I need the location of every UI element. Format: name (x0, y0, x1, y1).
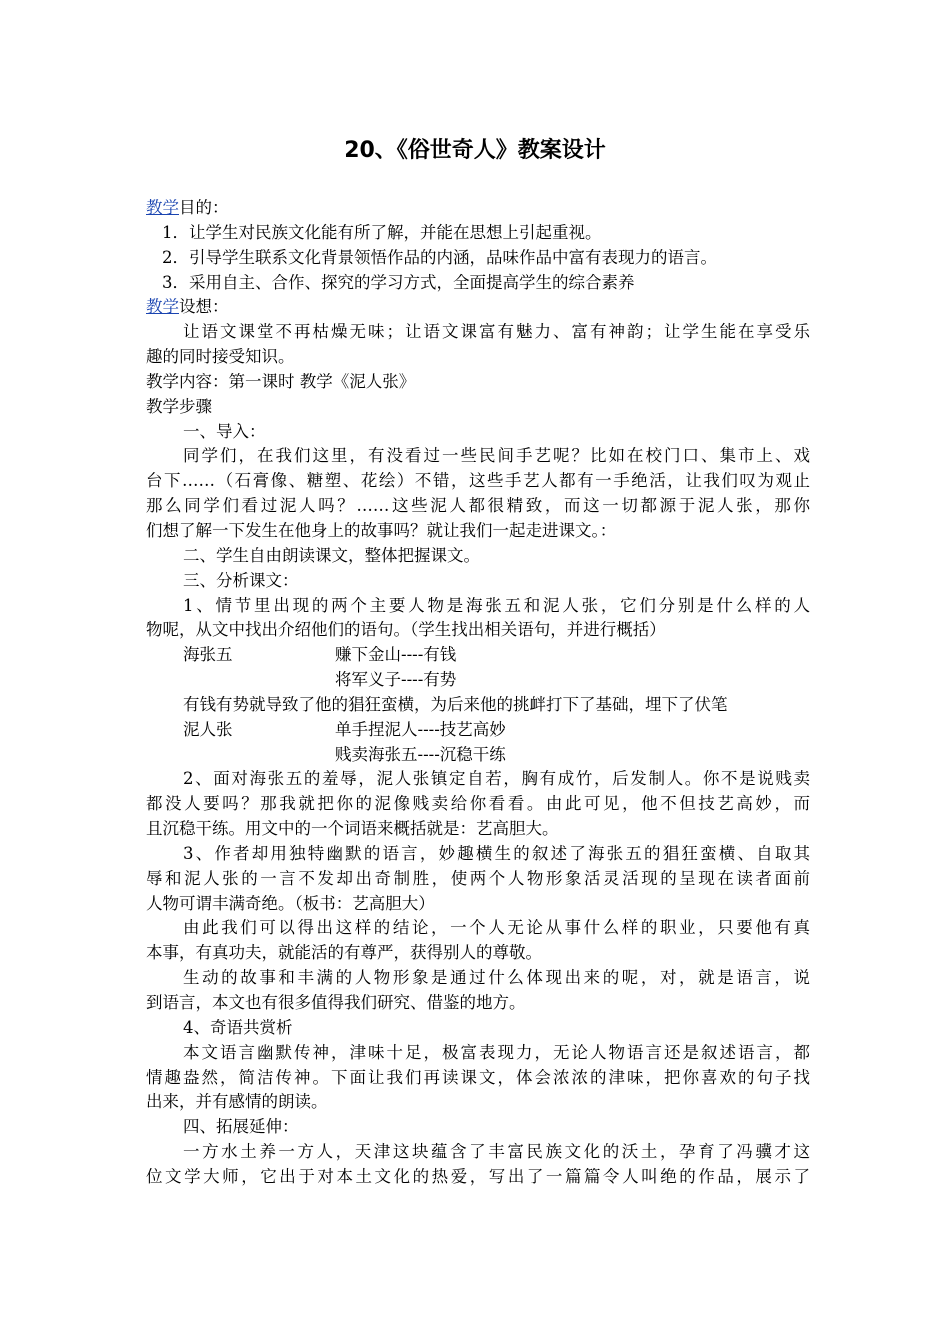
paragraph-line: 辱和泥人张的一言不发却出奇制胜，使两个人物形象活灵活现的呈现在读者面前 (146, 868, 810, 888)
paragraph-line: 物呢，从文中找出介绍他们的语句。（学生找出相关语句，并进行概括） (146, 620, 666, 640)
goals-heading-suffix: 目的： (179, 198, 229, 217)
character-row (146, 743, 810, 768)
character-trait: 将军义子----有势 (335, 670, 457, 690)
goal-item: 3．采用自主、合作、探究的学习方式，全面提高学生的综合素养 (162, 272, 635, 292)
section-heading: 4、奇语共赏析 (183, 1017, 293, 1037)
paragraph-line: 让语文课堂不再枯燥无味；让语文课富有魅力、富有神韵；让学生能在享受乐 (183, 322, 810, 342)
goal-item: 1．让学生对民族文化能有所了解，并能在思想上引起重视。 (162, 222, 602, 242)
paragraph-line: 情趣盎然，简洁传神。下面让我们再读课文，体会浓浓的津味，把你喜欢的句子找 (146, 1067, 810, 1087)
character-row (146, 718, 810, 743)
paragraph-line: 那么同学们看过泥人吗？……这些泥人都很精致，而这一切都源于泥人张，那你 (146, 496, 810, 516)
paragraph-line: 位文学大师，它出于对本土文化的热爱，写出了一篇篇令人叫绝的作品，展示了 (146, 1166, 810, 1186)
character-name: 海张五 (183, 645, 233, 665)
goals-heading (146, 196, 810, 221)
paragraph-line: 一方水土养一方人，天津这块蕴含了丰富民族文化的沃土，孕育了冯骥才这 (183, 1142, 810, 1162)
character-row (146, 668, 810, 693)
goal-item: 2．引导学生联系文化背景领悟作品的内涵，品味作品中富有表现力的语言。 (162, 247, 717, 267)
idea-heading-suffix: 设想： (179, 297, 229, 317)
content-line: 教学内容：第一课时 教学《泥人张》 (146, 371, 416, 391)
paragraph-line: 都没人要吗？那我就把你的泥像贱卖给你看看。由此可见，他不但技艺高妙，而 (146, 794, 810, 814)
character-trait: 单手捏泥人----技艺高妙 (335, 719, 506, 739)
paragraph-line: 到语言，本文也有很多值得我们研究、借鉴的地方。 (146, 993, 526, 1012)
paragraph-line: 有钱有势就导致了他的猖狂蛮横，为后来他的挑衅打下了基础，埋下了伏笔 (183, 694, 728, 714)
character-trait: 贱卖海张五----沉稳干练 (335, 744, 506, 764)
character-name: 泥人张 (183, 719, 233, 739)
paragraph-line: 由此我们可以得出这样的结论，一个人无论从事什么样的职业，只要他有真 (183, 918, 810, 938)
section-heading: 一、导入： (183, 421, 266, 441)
paragraph-line: 趣的同时接受知识。 (146, 347, 295, 367)
section-heading: 三、分析课文： (183, 570, 299, 590)
paragraph-line: 出来，并有感情的朗读。 (146, 1092, 328, 1112)
teaching-link[interactable]: 教学 (146, 297, 179, 317)
paragraph-line: 且沉稳干练。用文中的一个词语来概括就是：艺高胆大。 (146, 819, 559, 839)
paragraph-line: 人物可谓丰满奇绝。（板书：艺高胆大） (146, 893, 435, 913)
page-title: 20、《俗世奇人》教案设计 (344, 138, 606, 163)
paragraph-line: 1、情节里出现的两个主要人物是海张五和泥人张，它们分别是什么样的人 (183, 595, 810, 615)
idea-heading (146, 295, 810, 320)
section-heading: 四、拓展延伸： (183, 1117, 299, 1137)
paragraph-line: 本事，有真功夫，就能活的有尊严，获得别人的尊敬。 (146, 943, 542, 963)
paragraph-line: 2、面对海张五的羞辱，泥人张镇定自若，胸有成竹，后发制人。你不是说贱卖 (183, 769, 810, 789)
paragraph-line: 台下……（石膏像、糖塑、花绘）不错，这些手艺人都有一手绝活，让我们叹为观止 (146, 471, 810, 491)
steps-heading: 教学步骤 (146, 396, 212, 416)
document-body (146, 196, 810, 1190)
teaching-link[interactable]: 教学 (146, 198, 179, 217)
paragraph-line: 们想了解一下发生在他身上的故事吗？就让我们一起走进课文。： (146, 520, 617, 540)
character-row (146, 643, 810, 668)
character-trait: 赚下金山----有钱 (335, 645, 457, 665)
section-heading: 二、学生自由朗读课文，整体把握课文。 (183, 545, 480, 565)
paragraph-line: 生动的故事和丰满的人物形象是通过什么体现出来的呢，对，就是语言，说 (183, 968, 810, 988)
paragraph-line: 同学们，在我们这里，有没看过一些民间手艺呢？比如在校门口、集市上、戏 (183, 446, 810, 466)
paragraph-line: 3、作者却用独特幽默的语言，妙趣横生的叙述了海张五的猖狂蛮横、自取其 (183, 843, 810, 863)
paragraph-line: 本文语言幽默传神，津味十足，极富表现力，无论人物语言还是叙述语言，都 (183, 1042, 810, 1062)
